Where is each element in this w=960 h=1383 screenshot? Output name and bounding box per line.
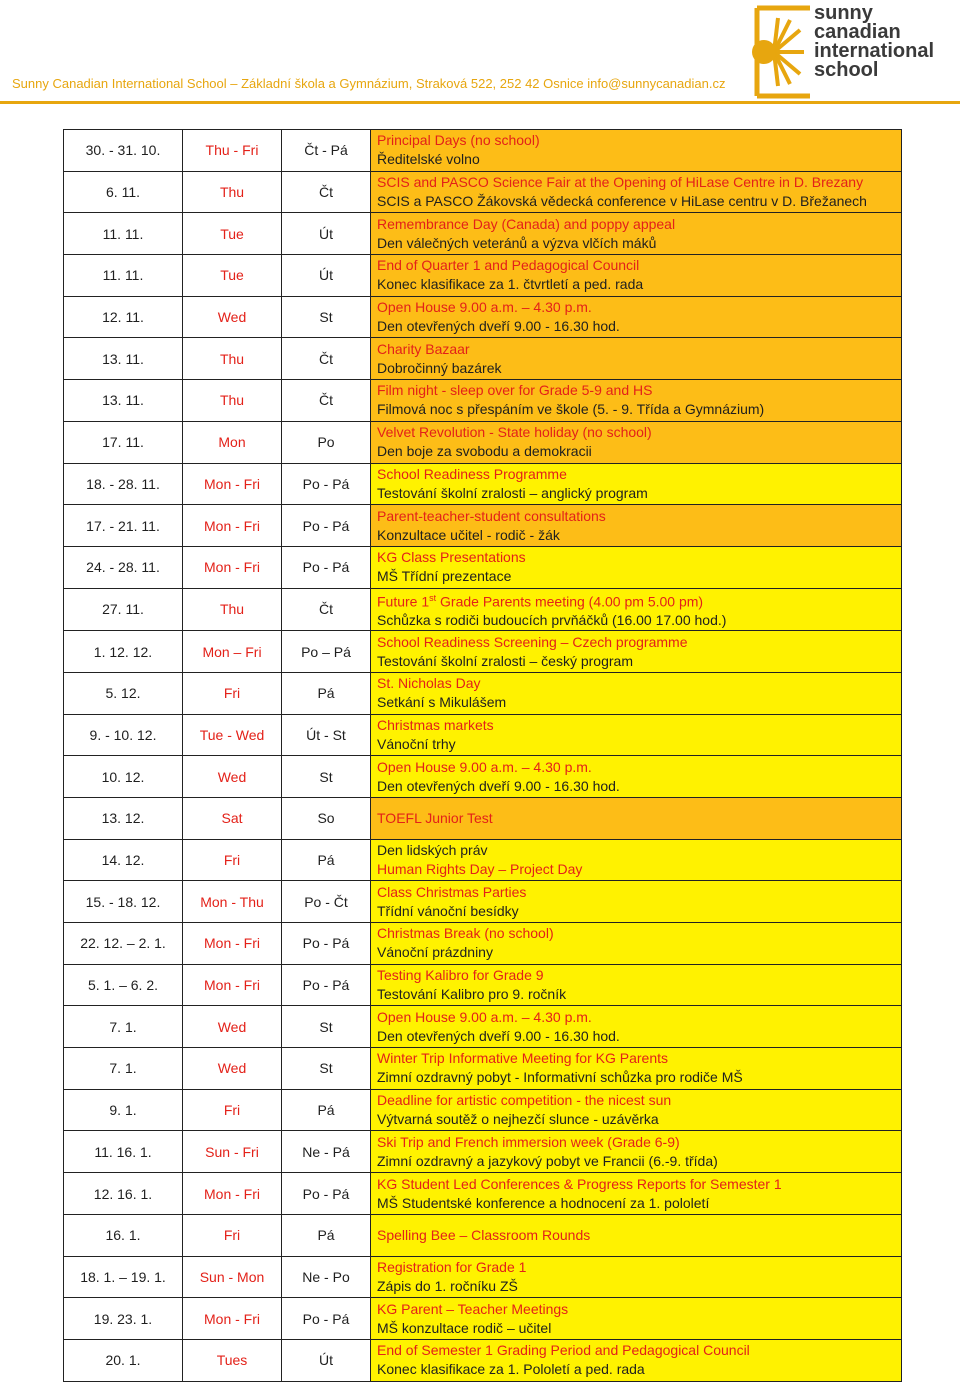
event-day-cz: Čt: [282, 171, 371, 213]
table-row: [64, 881, 902, 923]
event-day-en: Fri: [183, 839, 282, 881]
table-row: [64, 130, 902, 172]
event-day-cz: Út: [282, 1339, 371, 1381]
event-description: [371, 130, 902, 172]
event-title: KG Student Led Conferences & Progress Reports for Semester 1: [377, 1175, 782, 1192]
event-day-en: Tue: [183, 213, 282, 255]
event-description: [371, 1089, 902, 1131]
event-day-cz: Pá: [282, 839, 371, 881]
event-description: [371, 380, 902, 422]
event-date: 22. 12. – 2. 1.: [64, 923, 183, 965]
table-row: [64, 1298, 902, 1340]
event-subtitle: Schůzka s rodiči budoucích prvňáčků (16.00 17.00 hod.): [377, 612, 727, 629]
event-subtitle: Konzultace učitel - rodič - žák: [377, 526, 560, 543]
table-row: [64, 546, 902, 588]
event-title: Ski Trip and French immersion week (Grade 6-9): [377, 1133, 680, 1150]
event-day-en: Mon - Fri: [183, 1173, 282, 1215]
logo-line: canadian: [814, 21, 901, 43]
event-day-cz: Po - Pá: [282, 546, 371, 588]
event-description: [371, 631, 902, 673]
event-day-en: Mon - Fri: [183, 964, 282, 1006]
event-day-en: Mon – Fri: [183, 631, 282, 673]
event-date: 20. 1.: [64, 1339, 183, 1381]
event-date: 7. 1.: [64, 1048, 183, 1090]
event-description: [371, 1298, 902, 1340]
event-date: 5. 12.: [64, 672, 183, 714]
logo-line: school: [814, 59, 879, 81]
table-row: [64, 1339, 902, 1381]
logo-wordmark: [814, 4, 934, 80]
event-day-en: Fri: [183, 1214, 282, 1256]
event-description: [371, 1214, 902, 1256]
event-subtitle: Vánoční prázdniny: [377, 944, 493, 961]
event-date: 13. 11.: [64, 338, 183, 380]
event-date: 27. 11.: [64, 588, 183, 631]
event-day-en: Thu: [183, 380, 282, 422]
event-day-en: Wed: [183, 296, 282, 338]
event-title: Principal Days (no school): [377, 132, 540, 149]
event-day-en: Sun - Mon: [183, 1256, 282, 1298]
event-date: 14. 12.: [64, 839, 183, 881]
table-row: [64, 1131, 902, 1173]
event-day-en: Wed: [183, 756, 282, 798]
event-day-en: Thu: [183, 588, 282, 631]
table-row: [64, 296, 902, 338]
event-day-en: Thu: [183, 338, 282, 380]
event-description: [371, 505, 902, 547]
table-row: [64, 1048, 902, 1090]
event-date: 12. 16. 1.: [64, 1173, 183, 1215]
event-date: 18. 1. – 19. 1.: [64, 1256, 183, 1298]
table-row: [64, 505, 902, 547]
event-date: 6. 11.: [64, 171, 183, 213]
table-row: [64, 1006, 902, 1048]
table-row: [64, 1214, 902, 1256]
event-day-cz: St: [282, 296, 371, 338]
table-row: [64, 380, 902, 422]
event-title: End of Semester 1 Grading Period and Pedagogical Council: [377, 1342, 750, 1359]
event-title: Christmas Break (no school): [377, 925, 554, 942]
event-title: Spelling Bee – Classroom Rounds: [377, 1226, 591, 1243]
event-title: SCIS and PASCO Science Fair at the Opening of HiLase Centre in D. Brezany: [377, 174, 864, 191]
table-row: [64, 923, 902, 965]
event-date: 7. 1.: [64, 1006, 183, 1048]
event-description: [371, 756, 902, 798]
table-row: [64, 1173, 902, 1215]
event-day-en: Tues: [183, 1339, 282, 1381]
event-subtitle: Testování Kalibro pro 9. ročník: [377, 986, 567, 1003]
event-day-cz: Čt - Pá: [282, 130, 371, 172]
event-date: 5. 1. – 6. 2.: [64, 964, 183, 1006]
event-description: [371, 1173, 902, 1215]
event-day-en: Thu - Fri: [183, 130, 282, 172]
event-title: St. Nicholas Day: [377, 675, 481, 692]
event-date: 11. 11.: [64, 255, 183, 297]
event-title: Registration for Grade 1: [377, 1258, 527, 1275]
event-description: [371, 255, 902, 297]
event-description: [371, 588, 902, 631]
event-day-cz: Pá: [282, 1214, 371, 1256]
event-day-cz: Pá: [282, 672, 371, 714]
event-title: Velvet Revolution - State holiday (no school): [377, 424, 652, 441]
event-subtitle: Testování školní zralosti – český program: [377, 652, 633, 669]
event-subtitle: Třídní vánoční besídky: [377, 902, 519, 919]
event-day-en: Fri: [183, 672, 282, 714]
event-subtitle: Zimní ozdravný pobyt - Informativní schůzka pro rodiče MŠ: [377, 1069, 743, 1086]
event-title: Testing Kalibro for Grade 9: [377, 967, 544, 984]
event-title: Film night - sleep over for Grade 5-9 and HS: [377, 382, 653, 399]
event-description: [371, 672, 902, 714]
event-description: [371, 964, 902, 1006]
event-day-cz: Pá: [282, 1089, 371, 1131]
event-description: [371, 881, 902, 923]
table-row: [64, 1256, 902, 1298]
event-title: Christmas markets: [377, 716, 494, 733]
event-subtitle: Testování školní zralosti – anglický program: [377, 484, 648, 501]
event-date: 13. 11.: [64, 380, 183, 422]
event-subtitle: SCIS a PASCO Žákovská vědecká conference v HiLase centru v D. Břežanech: [377, 193, 867, 210]
event-description: [371, 463, 902, 505]
event-description: [371, 1256, 902, 1298]
event-subtitle: Den boje za svobodu a demokracii: [377, 443, 592, 460]
event-day-cz: St: [282, 1048, 371, 1090]
event-title: Deadline for artistic competition - the nicest sun: [377, 1092, 672, 1109]
event-title: Future 1st Grade Parents meeting (4.00 pm 5.00 pm): [377, 592, 704, 610]
table-row: [64, 964, 902, 1006]
event-description: [371, 296, 902, 338]
event-description: [371, 1048, 902, 1090]
event-title: End of Quarter 1 and Pedagogical Council: [377, 257, 640, 274]
event-date: 16. 1.: [64, 1214, 183, 1256]
event-description: [371, 213, 902, 255]
event-day-en: Tue - Wed: [183, 714, 282, 756]
event-subtitle: Zápis do 1. ročníku ZŠ: [377, 1277, 518, 1294]
event-description: [371, 1131, 902, 1173]
event-subtitle: Setkání s Mikulášem: [377, 694, 507, 711]
event-day-cz: Ne - Pá: [282, 1131, 371, 1173]
event-day-en: Thu: [183, 171, 282, 213]
table-row: [64, 255, 902, 297]
event-date: 19. 23. 1.: [64, 1298, 183, 1340]
event-description: [371, 338, 902, 380]
event-subtitle: Den otevřených dveří 9.00 - 16.30 hod.: [377, 777, 620, 794]
sun-logo-icon: [752, 4, 814, 100]
event-day-en: Wed: [183, 1006, 282, 1048]
event-subtitle: MŠ Studentské konference a hodnocení za 1. pololetí: [377, 1194, 710, 1211]
event-subtitle: Výtvarná soutěž o nejhezčí slunce - uzávěrka: [377, 1111, 659, 1128]
event-day-cz: Po - Pá: [282, 1298, 371, 1340]
event-description: [371, 1339, 902, 1381]
event-title: Open House 9.00 a.m. – 4.30 p.m.: [377, 299, 592, 316]
event-date: 11. 11.: [64, 213, 183, 255]
school-logo: [752, 4, 952, 100]
event-day-cz: Po - Pá: [282, 505, 371, 547]
event-title: Charity Bazaar: [377, 340, 470, 357]
event-day-cz: Po - Čt: [282, 881, 371, 923]
event-day-cz: St: [282, 1006, 371, 1048]
event-subtitle: MŠ konzultace rodič – učitel: [377, 1319, 552, 1336]
event-description: [371, 923, 902, 965]
event-title: TOEFL Junior Test: [377, 809, 493, 826]
table-row: [64, 672, 902, 714]
header-text: Sunny Canadian International School – Základní škola a Gymnázium, Straková 522, 252 42 Osnice info@sunnycanadian.cz: [12, 76, 726, 91]
ordinal-suffix: st: [429, 592, 437, 603]
event-date: 18. - 28. 11.: [64, 463, 183, 505]
event-day-cz: Po: [282, 421, 371, 463]
table-row: [64, 1089, 902, 1131]
event-date: 9. 1.: [64, 1089, 183, 1131]
event-day-en: Fri: [183, 1089, 282, 1131]
event-day-en: Mon - Fri: [183, 923, 282, 965]
event-date: 13. 12.: [64, 797, 183, 839]
event-title: Den lidských práv: [377, 842, 488, 858]
event-date: 17. 11.: [64, 421, 183, 463]
logo-line: sunny: [814, 2, 873, 24]
event-day-cz: Po - Pá: [282, 1173, 371, 1215]
event-subtitle: Human Rights Day – Project Day: [377, 861, 583, 877]
event-subtitle: Konec klasifikace za 1. čtvrtletí a ped. rada: [377, 276, 644, 293]
table-row: [64, 756, 902, 798]
event-date: 1. 12. 12.: [64, 631, 183, 673]
logo-line: international: [814, 40, 935, 62]
event-day-en: Sat: [183, 797, 282, 839]
event-subtitle: Den otevřených dveří 9.00 - 16.30 hod.: [377, 318, 620, 335]
event-title: KG Class Presentations: [377, 549, 526, 566]
event-day-en: Wed: [183, 1048, 282, 1090]
event-title: Class Christmas Parties: [377, 883, 527, 900]
event-subtitle: MŠ Třídní prezentace: [377, 568, 512, 585]
event-day-cz: Út - St: [282, 714, 371, 756]
table-row: [64, 797, 902, 839]
event-day-cz: Po – Pá: [282, 631, 371, 673]
event-description: [371, 171, 902, 213]
event-day-cz: Po - Pá: [282, 923, 371, 965]
event-day-cz: Út: [282, 213, 371, 255]
table-row: [64, 338, 902, 380]
event-title: KG Parent – Teacher Meetings: [377, 1300, 569, 1317]
event-date: 12. 11.: [64, 296, 183, 338]
event-day-cz: St: [282, 756, 371, 798]
event-title: Open House 9.00 a.m. – 4.30 p.m.: [377, 1008, 592, 1025]
table-row: [64, 463, 902, 505]
event-date: 15. - 18. 12.: [64, 881, 183, 923]
event-date: 11. 16. 1.: [64, 1131, 183, 1173]
event-day-cz: Ne - Po: [282, 1256, 371, 1298]
event-subtitle: Ředitelské volno: [377, 151, 480, 168]
event-subtitle: Filmová noc s přespáním ve škole (5. - 9. Třída a Gymnázium): [377, 401, 765, 418]
table-row: [64, 171, 902, 213]
event-date: 9. - 10. 12.: [64, 714, 183, 756]
event-date: 10. 12.: [64, 756, 183, 798]
event-title: Open House 9.00 a.m. – 4.30 p.m.: [377, 758, 592, 775]
table-row: [64, 588, 902, 631]
event-date: 17. - 21. 11.: [64, 505, 183, 547]
event-day-en: Sun - Fri: [183, 1131, 282, 1173]
event-description: [371, 1006, 902, 1048]
event-description: [371, 839, 902, 881]
event-day-en: Mon - Fri: [183, 546, 282, 588]
event-title: School Readiness Screening – Czech programme: [377, 633, 688, 650]
event-description: [371, 714, 902, 756]
event-subtitle: Dobročinný bazárek: [377, 359, 502, 376]
event-day-cz: Čt: [282, 338, 371, 380]
table-row: [64, 213, 902, 255]
event-date: 24. - 28. 11.: [64, 546, 183, 588]
event-day-cz: Po - Pá: [282, 964, 371, 1006]
event-description: [371, 797, 902, 839]
event-day-cz: Po - Pá: [282, 463, 371, 505]
event-description: [371, 421, 902, 463]
event-day-en: Mon - Thu: [183, 881, 282, 923]
table-row: [64, 839, 902, 881]
event-day-en: Mon - Fri: [183, 1298, 282, 1340]
event-title: Parent-teacher-student consultations: [377, 507, 606, 524]
event-subtitle: Zimní ozdravný a jazykový pobyt ve Francii (6.-9. třída): [377, 1152, 718, 1169]
event-title: School Readiness Programme: [377, 465, 567, 482]
event-title: Winter Trip Informative Meeting for KG Parents: [377, 1050, 668, 1067]
event-subtitle: Vánoční trhy: [377, 735, 456, 752]
events-calendar-table: [63, 129, 902, 1382]
event-subtitle: Konec klasifikace za 1. Pololetí a ped. rada: [377, 1361, 645, 1378]
event-day-cz: Čt: [282, 380, 371, 422]
event-day-cz: So: [282, 797, 371, 839]
calendar-body: [64, 130, 902, 1382]
event-subtitle: Den válečných veteránů a výzva vlčích máků: [377, 234, 657, 251]
event-subtitle: Den otevřených dveří 9.00 - 16.30 hod.: [377, 1027, 620, 1044]
header-divider: [0, 101, 960, 104]
table-row: [64, 421, 902, 463]
event-day-cz: Út: [282, 255, 371, 297]
event-day-en: Mon - Fri: [183, 463, 282, 505]
event-day-en: Mon - Fri: [183, 505, 282, 547]
event-day-en: Mon: [183, 421, 282, 463]
event-day-en: Tue: [183, 255, 282, 297]
event-description: [371, 546, 902, 588]
event-date: 30. - 31. 10.: [64, 130, 183, 172]
event-day-cz: Čt: [282, 588, 371, 631]
table-row: [64, 714, 902, 756]
table-row: [64, 631, 902, 673]
event-title: Remembrance Day (Canada) and poppy appeal: [377, 215, 676, 232]
